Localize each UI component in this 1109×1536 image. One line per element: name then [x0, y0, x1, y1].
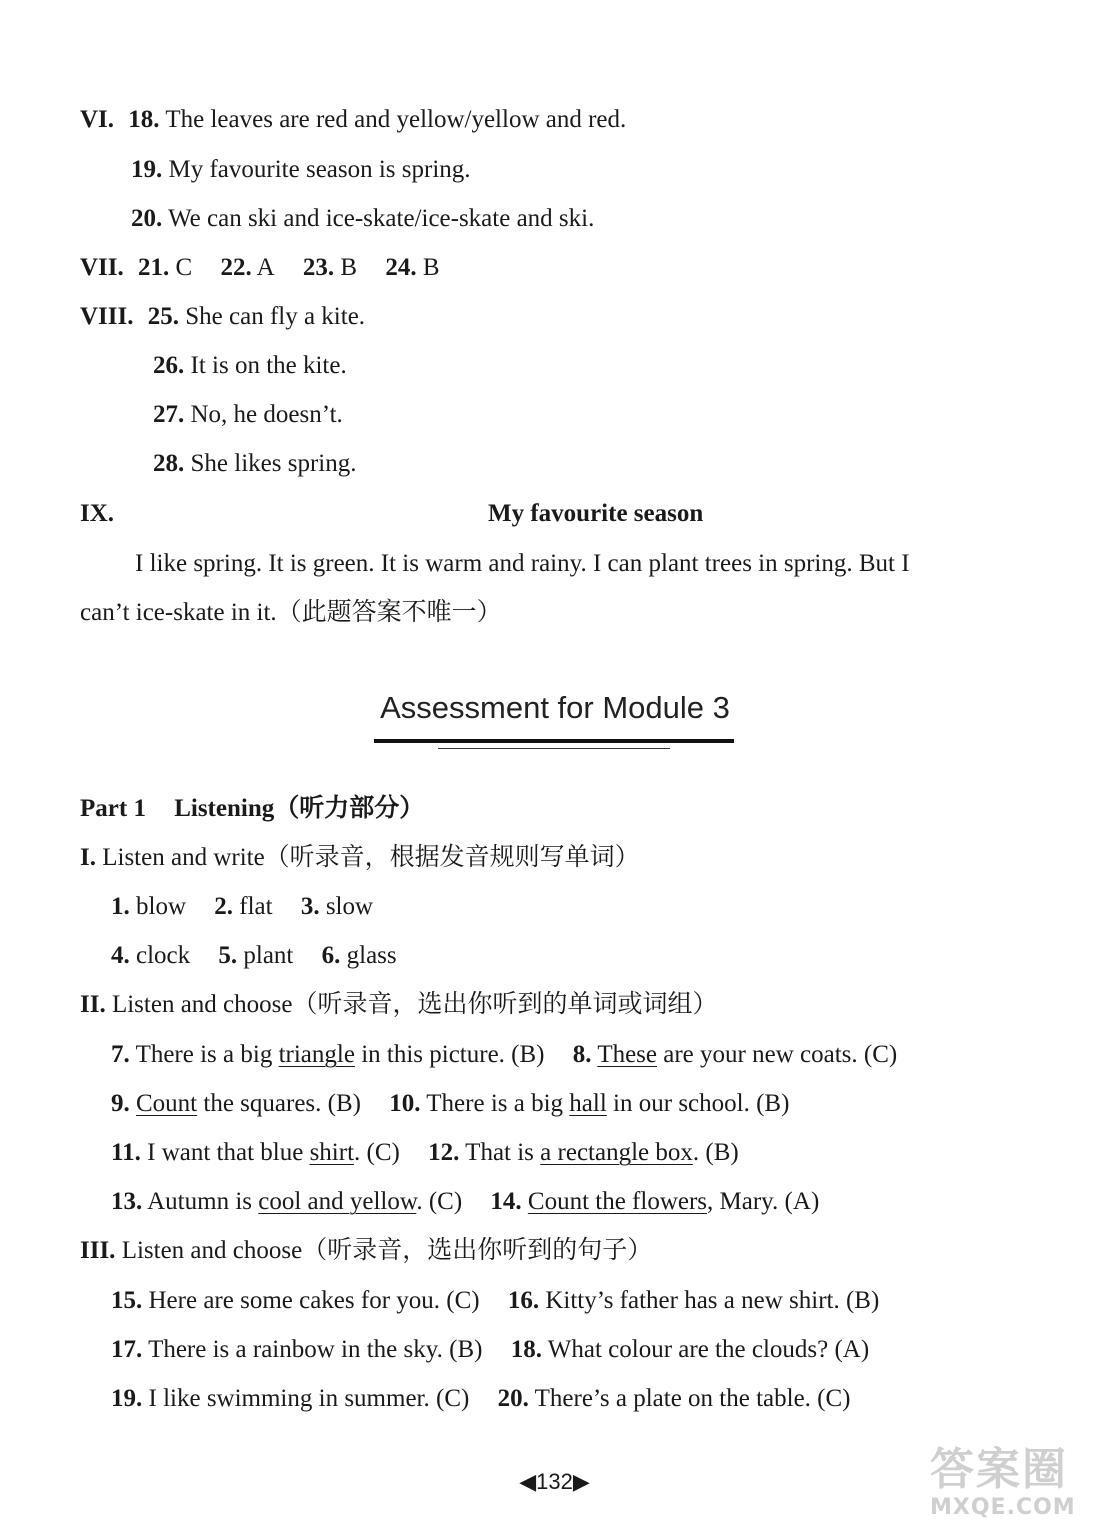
item-number: 28. [153, 450, 185, 477]
underlined-word: triangle [278, 1041, 355, 1068]
answer-word: glass [346, 942, 397, 969]
item-number: 16. [507, 1287, 540, 1314]
sentence-part: are your new coats. (C) [657, 1041, 898, 1068]
answer-vi-19 [131, 154, 471, 186]
watermark-bottom-text: MXQE.COM [930, 1495, 1076, 1520]
item-number: 22. [220, 254, 252, 281]
sentence-row-15-16 [111, 1285, 879, 1317]
underlined-word: Count the flowers [527, 1188, 708, 1215]
sentence-part: the squares. (B) [197, 1090, 361, 1117]
sentence-part: Autumn is [147, 1188, 259, 1215]
section-iii-heading [80, 1235, 652, 1267]
heading-rule-thick [374, 739, 734, 743]
item-number: 5. [218, 942, 238, 969]
answer-word: flat [239, 893, 273, 920]
word-row-2 [111, 940, 397, 972]
section-instruction: Listen and choose（听录音，选出你听到的句子） [121, 1237, 653, 1264]
answer-viii-25 [80, 301, 365, 333]
sentence-part: . (C) [354, 1139, 400, 1166]
underlined-word: Count [136, 1090, 198, 1117]
item-number: 15. [111, 1287, 143, 1314]
section-ii-heading [80, 989, 717, 1021]
item-number: 14. [490, 1188, 522, 1215]
choice-row-11-12 [111, 1137, 739, 1169]
item-number: 9. [111, 1090, 130, 1117]
item-number: 13. [111, 1188, 143, 1215]
essay-title: My favourite season [488, 500, 704, 527]
item-number: 11. [111, 1139, 141, 1166]
answer-choice: A [256, 254, 275, 281]
watermark-logo [930, 1445, 1100, 1530]
answer-choice: B [422, 254, 440, 281]
item-number: 26. [153, 352, 185, 379]
sentence-part: . (C) [416, 1188, 463, 1215]
section-numeral: VI. [80, 106, 115, 133]
answer-word: slow [325, 893, 374, 920]
answer-text: We can ski and ice-skate/ice-skate and ski. [168, 205, 595, 232]
item-number: 27. [153, 401, 185, 428]
choice-row-7-8 [111, 1039, 897, 1071]
sentence-part: There is a big [135, 1041, 279, 1068]
page-number: ◀132▶ [519, 1469, 590, 1494]
item-number: 25. [147, 303, 179, 330]
underlined-word: These [597, 1041, 658, 1068]
section-numeral: II. [80, 991, 106, 1018]
section-numeral: III. [80, 1237, 116, 1264]
item-number: 10. [389, 1090, 421, 1117]
answer-word: clock [136, 942, 191, 969]
item-number: 18. [128, 106, 160, 133]
item-number: 3. [300, 893, 320, 920]
answer-text: No, he doesn’t. [190, 401, 343, 428]
answer-viii-26 [153, 350, 347, 382]
item-number: 18. [510, 1336, 542, 1363]
answer-viii-28 [153, 448, 356, 480]
item-number: 24. [385, 254, 417, 281]
item-number: 20. [131, 205, 163, 232]
item-number: 21. [138, 254, 170, 281]
choice-row-9-10 [111, 1088, 789, 1120]
essay-line-1: I like spring. It is green. It is warm and rainy. I can plant trees in spring. But I [135, 550, 910, 577]
item-number: 4. [111, 942, 130, 969]
choice-row-13-14 [111, 1186, 819, 1218]
item-number: 1. [111, 893, 130, 920]
part-heading [80, 793, 424, 825]
answer-text: It is on the kite. [190, 352, 347, 379]
sentence-part: I want that blue [147, 1139, 310, 1166]
section-instruction: Listen and write（听录音，根据发音规则写单词） [102, 844, 640, 871]
sentence-part: , Mary. (A) [707, 1188, 820, 1215]
underlined-word: shirt [309, 1139, 355, 1166]
sentence-part: There is a big [426, 1090, 570, 1117]
part-title: Listening（听力部分） [174, 795, 425, 822]
underlined-word: cool and yellow [258, 1188, 417, 1215]
underlined-word: a rectangle box [540, 1139, 693, 1166]
answer-sentence: What colour are the clouds? (A) [547, 1336, 870, 1363]
item-number: 23. [302, 254, 335, 281]
sentence-row-19-20 [111, 1383, 851, 1415]
answer-sentence: There is a rainbow in the sky. (B) [148, 1336, 483, 1363]
section-numeral: VIII. [80, 303, 134, 330]
item-number: 17. [111, 1336, 143, 1363]
heading-rule-thin [438, 748, 670, 749]
answer-sentence: There’s a plate on the table. (C) [534, 1385, 851, 1412]
answer-word: plant [243, 942, 294, 969]
part-label: Part 1 [80, 795, 146, 822]
answer-sentence: Here are some cakes for you. (C) [148, 1287, 480, 1314]
answer-text: My favourite season is spring. [168, 156, 471, 183]
section-numeral: VII. [80, 254, 124, 281]
section-instruction: Listen and choose（听录音，选出你听到的单词或词组） [111, 991, 718, 1018]
answer-vi-20 [131, 203, 594, 235]
item-number: 7. [111, 1041, 130, 1068]
sentence-part: in our school. (B) [606, 1090, 790, 1117]
assessment-heading [360, 690, 750, 726]
answer-viii-27 [153, 399, 343, 431]
sentence-row-17-18 [111, 1334, 869, 1366]
item-number: 19. [111, 1385, 143, 1412]
sentence-part: That is [465, 1139, 541, 1166]
item-number: 19. [131, 156, 163, 183]
answer-word: blow [136, 893, 186, 920]
watermark-top-text: 答案圈 [930, 1444, 1068, 1495]
answer-choice: B [340, 254, 358, 281]
section-numeral: IX. [80, 500, 115, 527]
item-number: 12. [428, 1139, 460, 1166]
item-number: 20. [497, 1385, 529, 1412]
answer-sentence: I like swimming in summer. (C) [148, 1385, 470, 1412]
section-i-heading [80, 842, 640, 874]
answer-text: The leaves are red and yellow/yellow and red. [165, 106, 627, 133]
answer-vi-18 [80, 104, 626, 136]
essay-line-2: can’t ice-skate in it.（此题答案不唯一） [80, 599, 502, 626]
section-numeral: I. [80, 844, 96, 871]
underlined-word: hall [569, 1090, 607, 1117]
sentence-part: . (B) [692, 1139, 739, 1166]
answer-text: She can fly a kite. [185, 303, 366, 330]
assessment-title: Assessment for Module 3 [380, 690, 730, 725]
answer-text: She likes spring. [190, 450, 357, 477]
answer-sentence: Kitty’s father has a new shirt. (B) [545, 1287, 880, 1314]
sentence-part: in this picture. (B) [354, 1041, 545, 1068]
word-row-1 [111, 891, 373, 923]
item-number: 8. [572, 1041, 592, 1068]
answer-choice: C [175, 254, 193, 281]
item-number: 6. [321, 942, 341, 969]
answer-vii-row [80, 252, 440, 284]
item-number: 2. [214, 893, 233, 920]
